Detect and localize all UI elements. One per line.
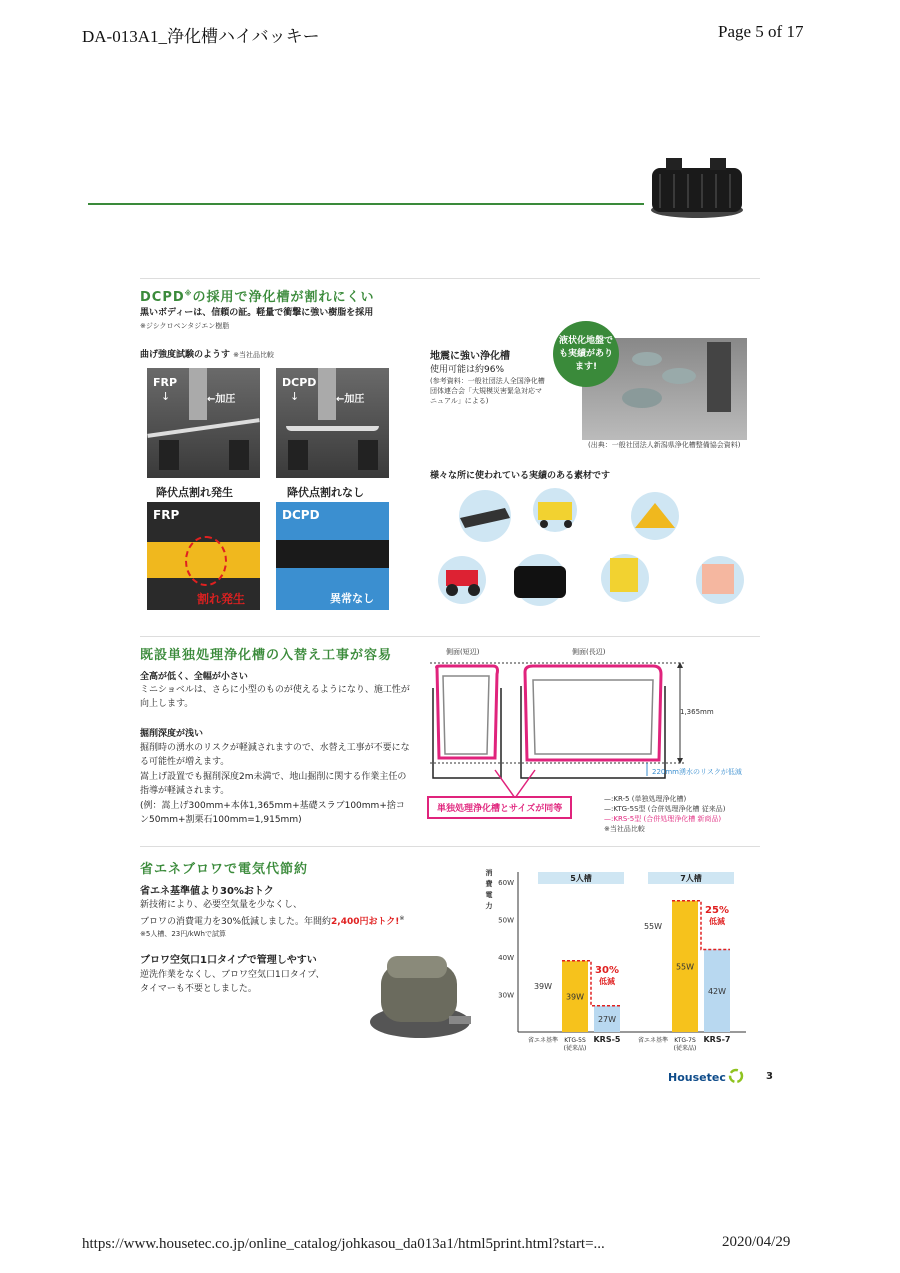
tank-image	[648, 150, 746, 220]
frp-crack-label: 割れ発生	[197, 592, 246, 606]
photo-source: (出典：一般社団法人新潟県浄化槽整備協会資料)	[588, 441, 741, 449]
quake-rate: 使用可能は約96%	[430, 365, 505, 375]
chart-category-label: KRS-5	[593, 1035, 621, 1044]
section2-h2: 掘削深度が浅い	[140, 729, 204, 739]
chart-data-label: 27W	[597, 1014, 617, 1024]
section1-footnote: ※ジシクロペンタジエン樹脂	[140, 322, 230, 330]
blower-image	[365, 950, 475, 1042]
chart-category-label: KRS-7	[703, 1035, 731, 1044]
section3-p1b: ブロワの消費電力を30%低減しました。年間約2,400円おトク!※	[140, 915, 405, 927]
chart-reduction-word: 低減	[709, 916, 725, 926]
chart-category-label: 省エネ基準	[637, 1037, 669, 1044]
section1-subtitle: 黒いボディーは、信頼の証。軽量で衝撃に強い樹脂を採用	[140, 308, 374, 318]
section3-h1: 省エネ基準値より30%おトク	[140, 886, 274, 897]
section2-p2a: 掘削時の湧水のリスクが軽減されますので、水替え工事が不要になる可能性が増えます。	[140, 743, 410, 767]
forklift-icon	[538, 502, 572, 520]
tank-icon	[514, 566, 566, 598]
frp-sample-photo: FRP 割れ発生	[147, 502, 260, 610]
chart-category-label: KTG-7S	[674, 1037, 696, 1044]
section2-p1: ミニショベルは、さらに小型のものが使えるようになり、施工性が向上します。	[140, 685, 410, 709]
side-short-label: 側面(短辺)	[446, 648, 480, 656]
section2-title: 既設単独処理浄化槽の入替え工事が容易	[140, 648, 393, 663]
materials-title: 様々な所に使われている実績のある素材です	[430, 471, 611, 481]
dcpd-ok-label: 異常なし	[330, 592, 374, 605]
brand-name: Housetec	[668, 1071, 726, 1084]
section1-title: DCPD※の採用で浄化槽が割れにくい	[140, 289, 375, 305]
section3-title: 省エネブロワで電気代節約	[140, 862, 309, 877]
tank-size-diagram	[425, 658, 745, 798]
risk-label: 220mm湧水のリスクが低減	[652, 768, 742, 776]
section2-h1: 全高が低く、全幅が小さい	[140, 672, 248, 682]
chart-data-label: 42W	[707, 986, 727, 996]
machine-icon	[610, 558, 638, 592]
quake-ref: (参考資料：一般社団法人全国浄化槽団体連合会「大規模災害緊急対応マニュアル」による)	[430, 377, 545, 405]
liquefaction-badge: 液状化地盤でも実績があります!	[553, 321, 619, 387]
chart-category-label: (従来品)	[673, 1045, 697, 1052]
chart-data-label: 39W	[533, 981, 553, 991]
chart-category-label: (従来品)	[563, 1045, 587, 1052]
chart-data-label: 55W	[675, 962, 695, 972]
section3-p1a: 新技術により、必要空気量を少なくし、	[140, 900, 303, 910]
side-long-label: 側面(長辺)	[572, 648, 606, 656]
chart-tick-label: 50W	[498, 916, 514, 925]
material-usage-illustrations	[430, 488, 760, 613]
bending-test-title: 曲げ強度試験のようす ※当社品比較	[140, 350, 275, 360]
green-rule	[88, 203, 644, 205]
tractor-icon	[446, 570, 478, 586]
chart-reduction-percent: 30%	[595, 964, 619, 976]
housetec-logo-icon	[728, 1068, 744, 1084]
section3-h2: ブロワ空気口1口タイプで管理しやすい	[140, 955, 317, 966]
bathroom-icon	[702, 564, 734, 594]
section3-p2b: タイマーも不要としました。	[140, 984, 257, 994]
power-chart	[490, 862, 750, 1062]
chart-ylabel: 消費電力	[485, 869, 493, 910]
chart-category-label: KTG-5S	[564, 1037, 586, 1044]
chart-tick-label: 60W	[498, 879, 514, 887]
section2-p2b: 嵩上げ設置でも掘削深度2m未満で、地山掘削に関する作業主任の指導が軽減されます。	[140, 772, 407, 796]
footer-date: 2020/04/29	[722, 1234, 791, 1250]
page-indicator: Page 5 of 17	[718, 22, 804, 41]
chart-data-label: 39W	[565, 992, 585, 1002]
height-label: 1,365mm	[680, 708, 714, 716]
footer-url[interactable]: https://www.housetec.co.jp/online_catalog/johkasou_da013a1/html5print.html?start=...	[82, 1236, 605, 1252]
dcpd-sample-photo: DCPD 異常なし	[276, 502, 389, 610]
doc-title: DA-013A1_浄化槽ハイバッキー	[82, 27, 320, 46]
chart-reduction-percent: 25%	[705, 904, 729, 916]
quake-title: 地震に強い浄化槽	[430, 351, 510, 362]
section2-p2c: (例：嵩上げ300mm+本体1,365mm+基礎スラブ100mm+捨コン50mm+割栗石100mm=1,915mm)	[140, 801, 405, 825]
section3-note: ※5人槽、23円/kWhで試算	[140, 930, 226, 938]
page-number: 3	[766, 1071, 773, 1082]
chart-tick-label: 40W	[498, 954, 514, 962]
tank-legend: —:KR-5 (単独処理浄化槽) —:KTG-5S型 (合併処理浄化槽 従来品) —:KRS-5型 (合併処理浄化槽 新商品) ※当社品比較	[604, 795, 726, 833]
frp-result: 降伏点割れ発生	[156, 486, 233, 499]
chart-tick-label: 30W	[498, 991, 514, 1000]
chart-reduction-word: 低減	[599, 976, 615, 986]
chart-group-label: 7人槽	[680, 874, 702, 883]
section3-p2a: 逆洗作業をなくし、ブロワ空気口1口タイプ、	[140, 970, 325, 980]
chart-group-label: 5人槽	[570, 874, 592, 883]
frp-test-photo: FRP ↓ ←加圧	[147, 368, 260, 478]
chart-data-label: 55W	[643, 921, 663, 931]
same-size-badge: 単独処理浄化槽とサイズが同等	[427, 796, 572, 819]
dcpd-test-photo: DCPD ↓ ←加圧	[276, 368, 389, 478]
chart-category-label: 省エネ基準	[527, 1037, 559, 1044]
dcpd-result: 降伏点割れなし	[287, 486, 364, 499]
